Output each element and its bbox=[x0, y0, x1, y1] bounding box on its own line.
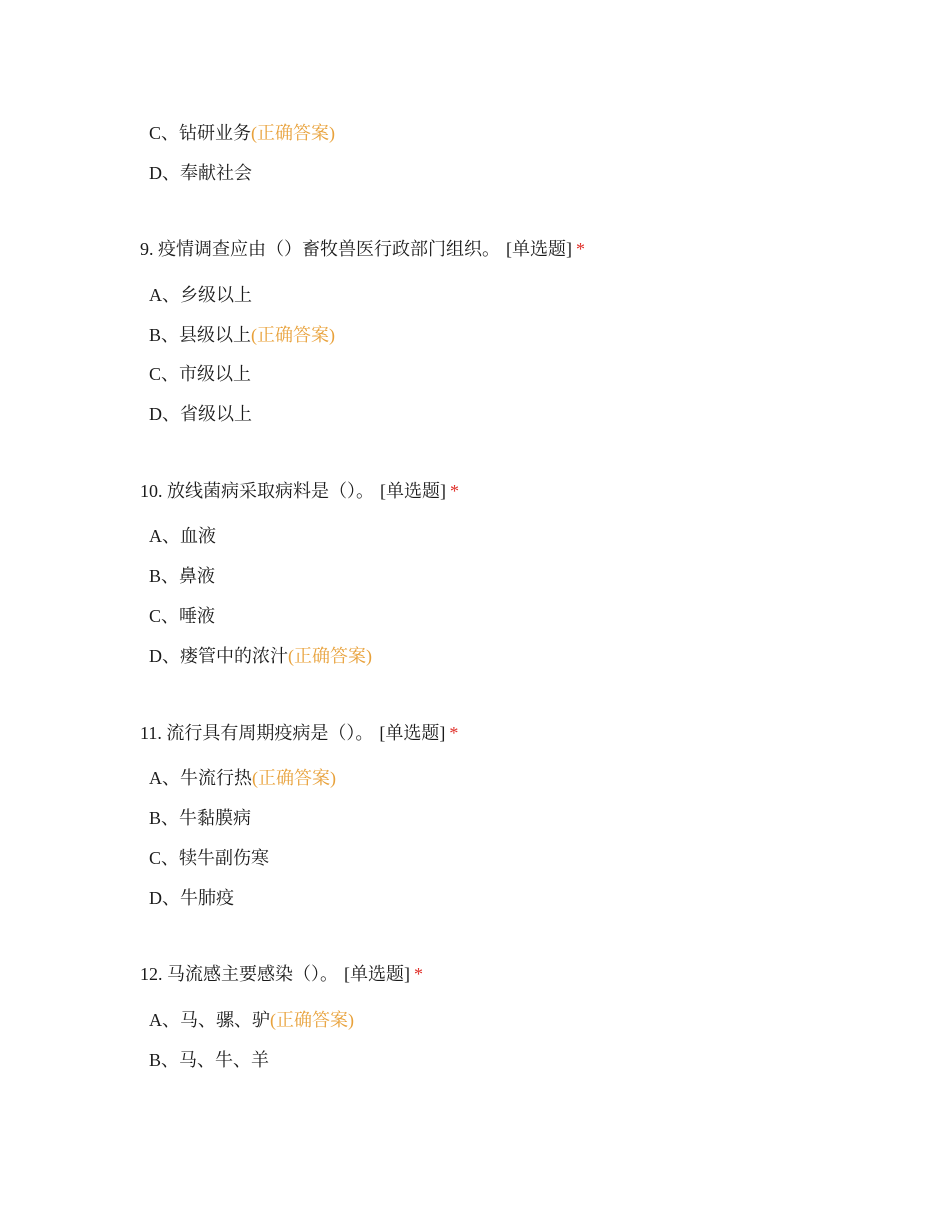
option-text: B、马、牛、羊 bbox=[149, 1050, 270, 1070]
q9-option-c bbox=[149, 362, 251, 386]
question-type: [单选题] bbox=[344, 964, 410, 984]
question-type: [单选题] bbox=[379, 723, 446, 743]
q8-option-c bbox=[149, 121, 335, 145]
option-text: C、唾液 bbox=[149, 606, 216, 626]
required-marker: * bbox=[576, 239, 585, 259]
required-marker: * bbox=[449, 723, 459, 743]
q11-title bbox=[140, 721, 458, 745]
q11-option-c bbox=[149, 846, 269, 870]
q10-option-c bbox=[149, 604, 215, 628]
q12-option-a bbox=[149, 1008, 354, 1032]
option-text: B、牛黏膜病 bbox=[149, 808, 252, 828]
q10-title bbox=[140, 479, 459, 503]
option-text: B、鼻液 bbox=[149, 566, 216, 586]
q9-option-d bbox=[149, 402, 252, 426]
option-text: C、钻研业务 bbox=[149, 123, 252, 143]
correct-answer-marker: (正确答案) bbox=[251, 123, 336, 143]
q10-option-a bbox=[149, 524, 216, 548]
option-text: C、犊牛副伤寒 bbox=[149, 848, 270, 868]
q10-option-d bbox=[149, 644, 372, 668]
question-text: 12. 马流感主要感染（）。 bbox=[140, 964, 338, 984]
q11-option-d bbox=[149, 886, 234, 910]
q10-option-b bbox=[149, 564, 215, 588]
q9-title bbox=[140, 237, 585, 261]
q8-option-d bbox=[149, 161, 252, 185]
correct-answer-marker: (正确答案) bbox=[288, 646, 372, 666]
option-text: A、牛流行热 bbox=[149, 768, 252, 788]
option-text: B、县级以上 bbox=[149, 325, 252, 345]
correct-answer-marker: (正确答案) bbox=[252, 768, 336, 788]
question-type: [单选题] bbox=[380, 481, 446, 501]
option-text: A、乡级以上 bbox=[149, 285, 252, 305]
option-text: D、省级以上 bbox=[149, 404, 252, 424]
question-text: 9. 疫情调查应由（）畜牧兽医行政部门组织。 bbox=[140, 239, 500, 259]
option-text: D、牛肺疫 bbox=[149, 888, 234, 908]
q11-option-a bbox=[149, 766, 336, 790]
q9-option-a bbox=[149, 283, 252, 307]
q12-option-b bbox=[149, 1048, 269, 1072]
required-marker: * bbox=[450, 481, 459, 501]
option-text: A、血液 bbox=[149, 526, 216, 546]
required-marker: * bbox=[414, 964, 423, 984]
correct-answer-marker: (正确答案) bbox=[270, 1010, 354, 1030]
correct-answer-marker: (正确答案) bbox=[251, 325, 336, 345]
option-text: D、瘘管中的浓汁 bbox=[149, 646, 288, 666]
question-text: 11. 流行具有周期疫病是（）。 bbox=[140, 723, 374, 743]
q9-option-b bbox=[149, 323, 335, 347]
question-text: 10. 放线菌病采取病料是（）。 bbox=[140, 481, 374, 501]
option-text: C、市级以上 bbox=[149, 364, 252, 384]
option-text: D、奉献社会 bbox=[149, 163, 252, 183]
q12-title bbox=[140, 962, 423, 986]
question-type: [单选题] bbox=[506, 239, 572, 259]
q11-option-b bbox=[149, 806, 251, 830]
option-text: A、马、骡、驴 bbox=[149, 1010, 270, 1030]
